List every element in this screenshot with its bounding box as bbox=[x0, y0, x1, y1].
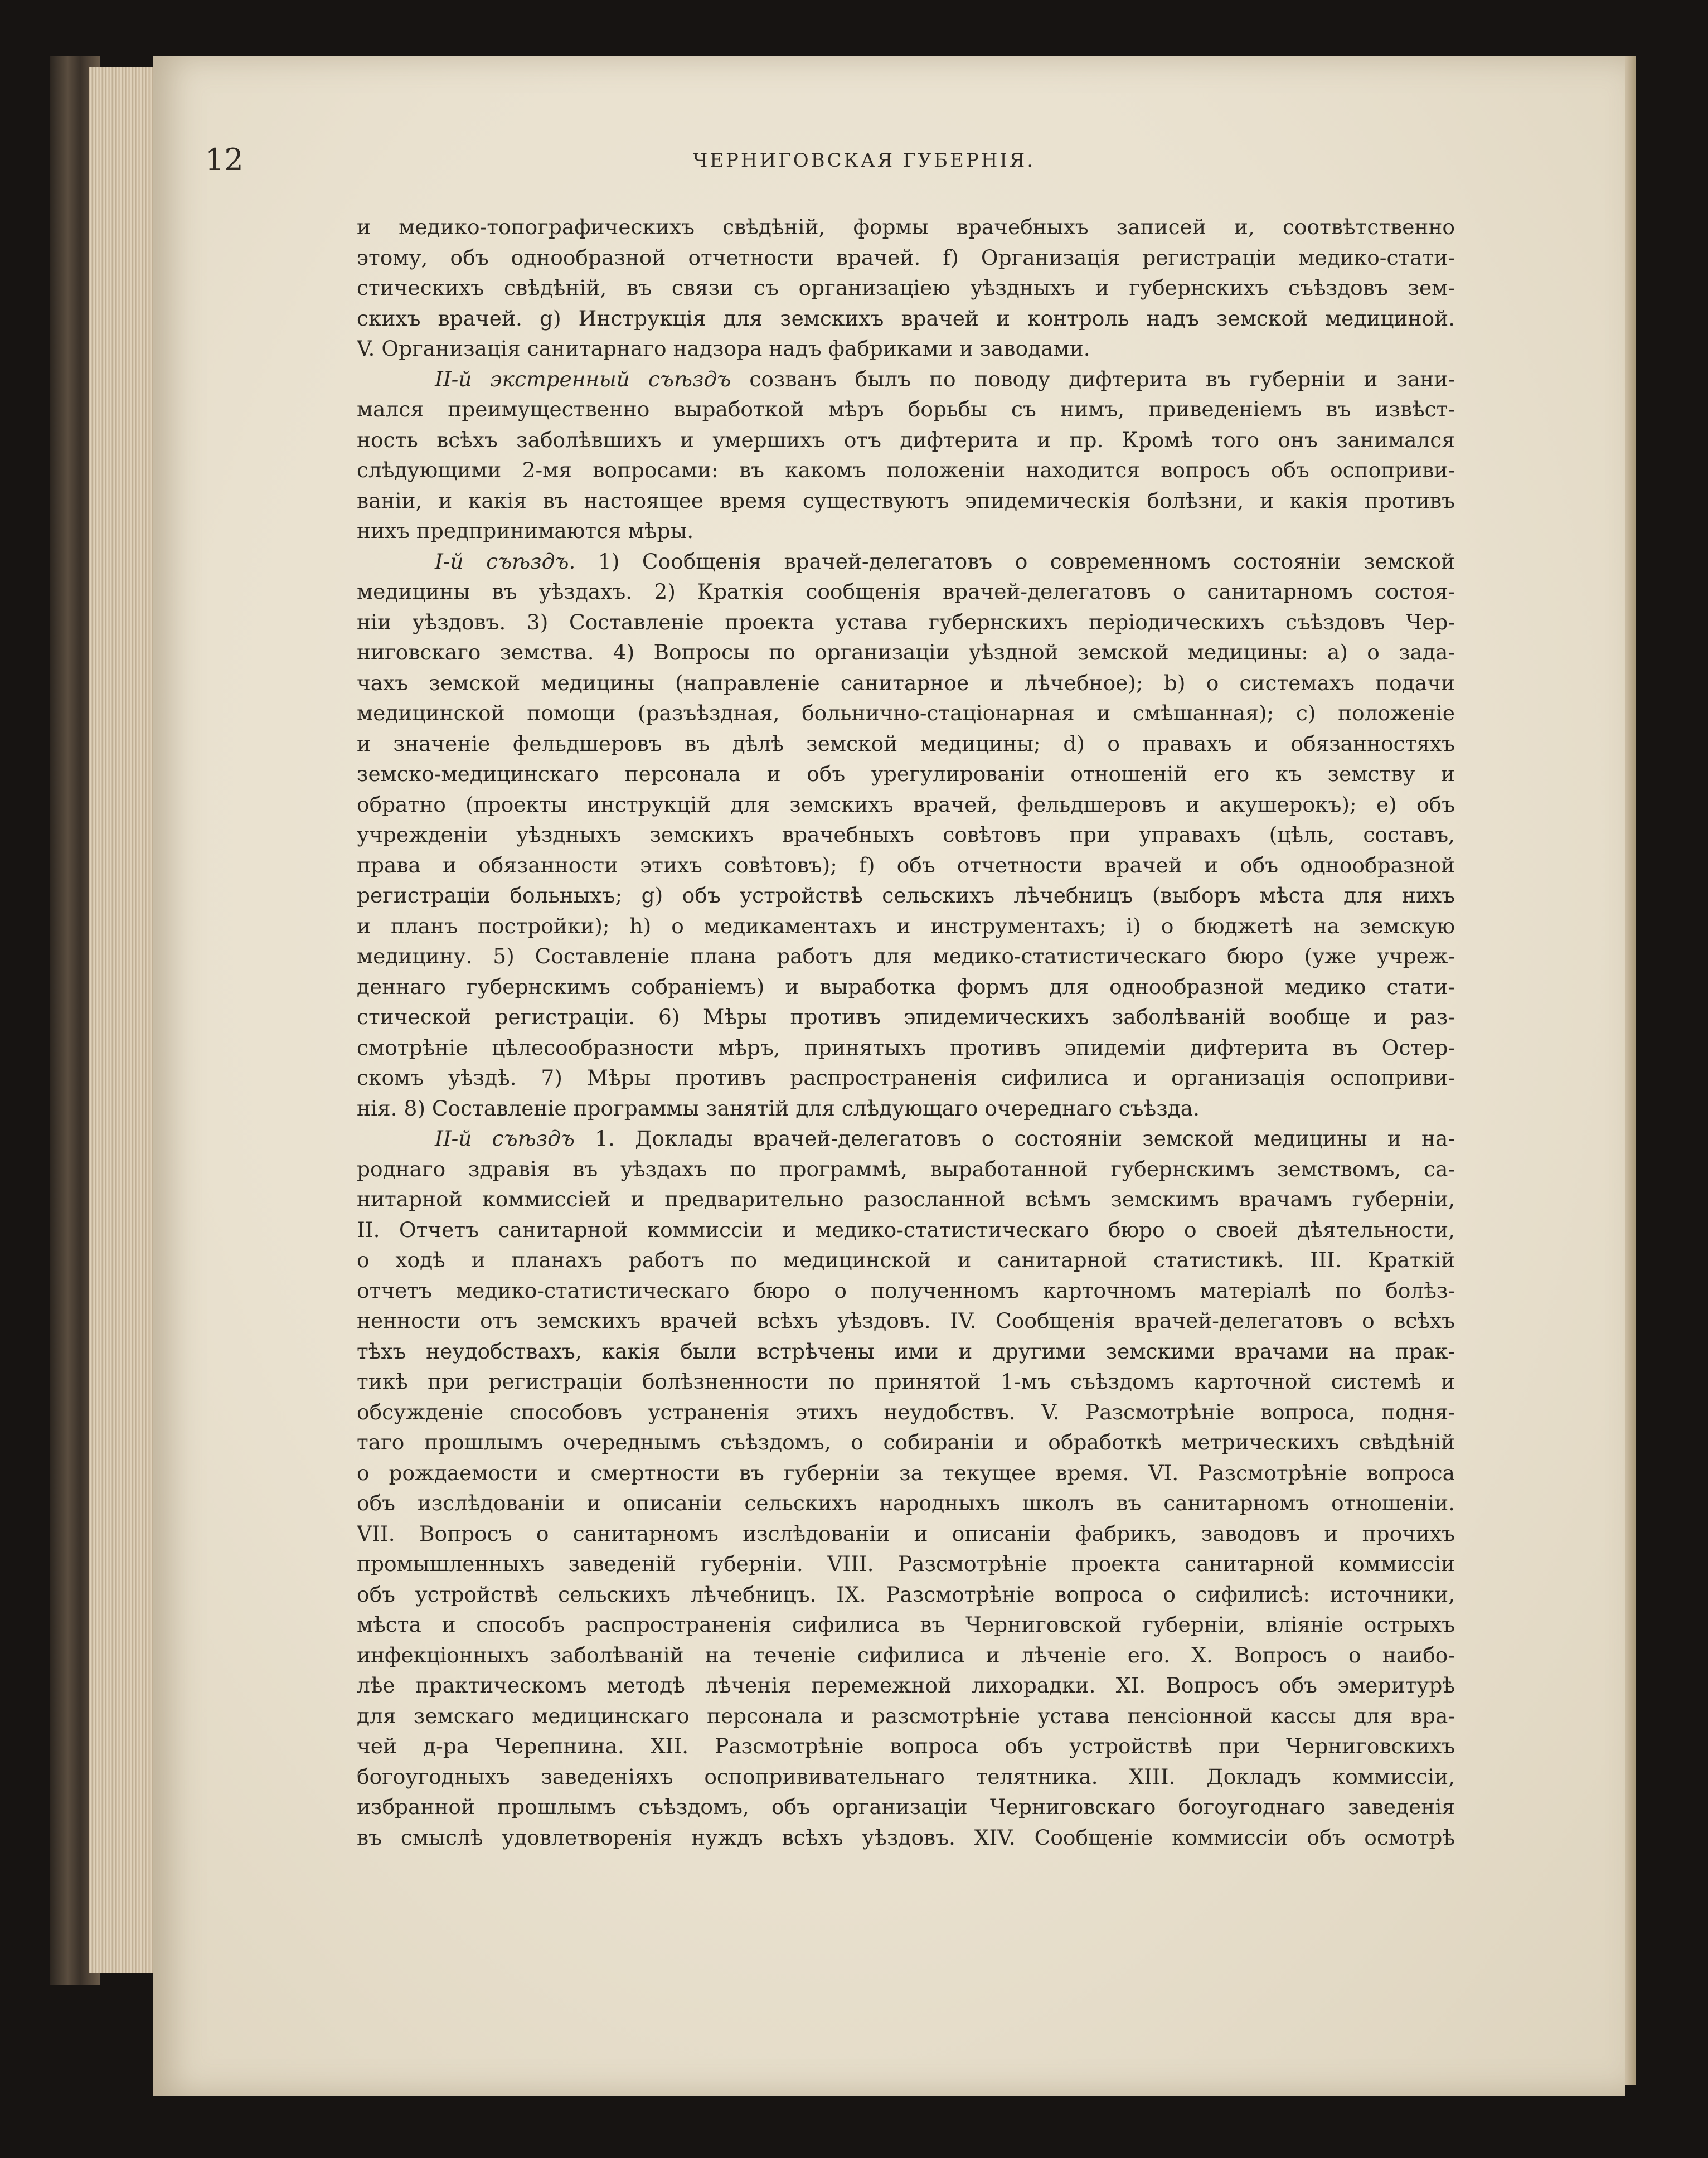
line-text: слѣдующими 2-мя вопросами: въ какомъ положеніи находится вопросъ объ оспоприви- bbox=[357, 458, 1455, 482]
right-page-edge bbox=[1625, 56, 1636, 2085]
line-text: деннаго губернскимъ собраніемъ) и выработка формъ для однообразной медико стати- bbox=[357, 974, 1455, 999]
line-text: регистраціи больныхъ; g) объ устройствѣ сельскихъ лѣчебницъ (выборъ мѣста для нихъ bbox=[357, 883, 1455, 908]
text-line bbox=[357, 1002, 1455, 1032]
page-number: 12 bbox=[205, 142, 244, 177]
line-text: медицины въ уѣздахъ. 2) Краткія сообщенія врачей-делегатовъ о санитарномъ состоя- bbox=[357, 579, 1455, 604]
text-line bbox=[357, 1609, 1455, 1640]
line-text: созванъ былъ по поводу дифтерита въ губерніи и зани- bbox=[731, 366, 1455, 391]
line-text: нитарной коммиссіей и предварительно разосланной всѣмъ земскимъ врачамъ губерніи, bbox=[357, 1187, 1455, 1211]
text-line bbox=[357, 273, 1455, 303]
text-line bbox=[357, 546, 1455, 577]
line-text: права и обязанности этихъ совѣтовъ); f) объ отчетности врачей и объ однообразной bbox=[357, 852, 1455, 877]
text-line bbox=[357, 1063, 1455, 1093]
text-line bbox=[357, 1670, 1455, 1701]
line-text: 1) Сообщенія врачей-делегатовъ о современномъ состояніи земской bbox=[575, 549, 1455, 574]
text-line bbox=[357, 1762, 1455, 1792]
text-line bbox=[357, 1488, 1455, 1519]
line-text: таго прошлымъ очереднымъ съѣздомъ, о собираніи и обработкѣ метрическихъ свѣдѣній bbox=[357, 1430, 1455, 1454]
line-text: объ устройствѣ сельскихъ лѣчебницъ. IX. Разсмотрѣніе вопроса о сифилисѣ: источники, bbox=[357, 1582, 1455, 1607]
line-text: обсужденіе способовъ устраненія этихъ неудобствъ. V. Разсмотрѣніе вопроса, подня- bbox=[357, 1399, 1455, 1424]
text-line bbox=[357, 759, 1455, 789]
line-text: медицинской помощи (разъѣздная, больнично-стаціонарная и смѣшанная); c) положеніе bbox=[357, 701, 1455, 725]
line-text: смотрѣніе цѣлесообразности мѣръ, принятыхъ противъ эпидеміи дифтерита въ Остер- bbox=[357, 1035, 1455, 1060]
line-text: II. Отчетъ санитарной коммиссіи и медико-статистическаго бюро о своей дѣятельности, bbox=[357, 1217, 1455, 1242]
text-line bbox=[357, 941, 1455, 972]
line-text: скихъ врачей. g) Инструкція для земскихъ врачей и контроль надъ земской медициной. bbox=[357, 305, 1455, 331]
text-line bbox=[357, 486, 1455, 516]
line-text: лѣе практическомъ методѣ лѣченія перемежной лихорадки. XI. Вопросъ объ эмеритурѣ bbox=[357, 1673, 1455, 1698]
text-line bbox=[357, 455, 1455, 486]
line-text: промышленныхъ заведеній губерніи. VIII. Разсмотрѣніе проекта санитарной коммиссіи bbox=[357, 1551, 1455, 1576]
line-text: V. Организація санитарнаго надзора надъ фабриками и заводами. bbox=[357, 336, 1090, 361]
line-text: земско-медицинскаго персонала и объ урегулированіи отношеній его къ земству и bbox=[357, 762, 1455, 786]
line-text: ность всѣхъ заболѣвшихъ и умершихъ отъ дифтерита и пр. Кромѣ того онъ занимался bbox=[357, 427, 1455, 452]
text-line bbox=[357, 212, 1455, 243]
text-line bbox=[357, 1427, 1455, 1458]
line-text: мѣста и способъ распространенія сифилиса въ Черниговской губерніи, вліяніе острыхъ bbox=[357, 1612, 1455, 1637]
body-text bbox=[357, 212, 1455, 1853]
text-line bbox=[357, 1032, 1455, 1063]
text-line bbox=[357, 1184, 1455, 1215]
text-line bbox=[357, 1215, 1455, 1245]
line-text: роднаго здравія въ уѣздахъ по программѣ, выработанной губернскимъ земствомъ, са- bbox=[357, 1156, 1455, 1181]
text-line bbox=[357, 1640, 1455, 1671]
text-line bbox=[357, 972, 1455, 1002]
line-text: отчетъ медико-статистическаго бюро о полученномъ карточномъ матеріалѣ по болѣз- bbox=[357, 1278, 1455, 1303]
section-lead: I-й съѣздъ. bbox=[435, 549, 576, 574]
text-line bbox=[357, 850, 1455, 881]
text-line bbox=[357, 1458, 1455, 1488]
text-line bbox=[357, 637, 1455, 668]
line-text: ваніи, и какія въ настоящее время существуютъ эпидемическія болѣзни, и какія противъ bbox=[357, 488, 1455, 513]
text-line bbox=[357, 576, 1455, 607]
line-text: обратно (проекты инструкцій для земскихъ врачей, фельдшеровъ и акушерокъ); e) объ bbox=[357, 792, 1455, 817]
text-line bbox=[357, 516, 1455, 546]
text-line bbox=[357, 1336, 1455, 1367]
text-line bbox=[357, 394, 1455, 425]
text-line bbox=[357, 1306, 1455, 1336]
line-text: объ изслѣдованіи и описаніи сельскихъ народныхъ школъ въ санитарномъ отношеніи. bbox=[357, 1491, 1455, 1515]
section-lead: II-й экстренный съѣздъ bbox=[435, 366, 731, 391]
line-text: скомъ уѣздѣ. 7) Мѣры противъ распространенія сифилиса и организація оспоприви- bbox=[357, 1065, 1455, 1090]
text-line bbox=[357, 911, 1455, 942]
text-line bbox=[357, 1549, 1455, 1579]
text-line bbox=[357, 1731, 1455, 1762]
line-text: ненности отъ земскихъ врачей всѣхъ уѣздовъ. IV. Сообщенія врачей-делегатовъ о всѣхъ bbox=[357, 1308, 1455, 1333]
line-text: инфекціонныхъ заболѣваній на теченіе сифилиса и лѣченіе его. X. Вопросъ о наибо- bbox=[357, 1642, 1455, 1667]
text-line bbox=[357, 607, 1455, 638]
text-line bbox=[357, 1154, 1455, 1185]
text-line bbox=[357, 1397, 1455, 1428]
text-line bbox=[357, 880, 1455, 911]
text-line bbox=[357, 303, 1455, 334]
line-text: въ смыслѣ удовлетворенія нуждъ всѣхъ уѣздовъ. XIV. Сообщеніе коммиссіи объ осмотрѣ bbox=[357, 1825, 1455, 1850]
running-title: ЧЕРНИГОВСКАЯ ГУБЕРНІЯ. bbox=[692, 149, 1036, 172]
text-line bbox=[357, 1123, 1455, 1154]
line-text: мался преимущественно выработкой мѣръ борьбы съ нимъ, приведеніемъ въ извѣст- bbox=[357, 397, 1455, 421]
text-line bbox=[357, 1366, 1455, 1397]
text-line bbox=[357, 1792, 1455, 1822]
text-line bbox=[357, 1245, 1455, 1276]
section-lead: II-й съѣздъ bbox=[435, 1126, 575, 1151]
text-line bbox=[357, 1276, 1455, 1306]
text-line bbox=[357, 1822, 1455, 1853]
text-line bbox=[357, 243, 1455, 273]
line-text: медицину. 5) Составленіе плана работъ для медико-статистическаго бюро (уже учреж- bbox=[357, 944, 1455, 968]
line-text: 1. Доклады врачей-делегатовъ о состояніи земской медицины и на- bbox=[574, 1126, 1455, 1151]
text-line bbox=[357, 1579, 1455, 1610]
line-text: о ходѣ и планахъ работъ по медицинской и санитарной статистикѣ. III. Краткій bbox=[357, 1248, 1455, 1272]
text-line bbox=[357, 425, 1455, 455]
line-text: этому, объ однообразной отчетности врачей. f) Организація регистраціи медико-стати- bbox=[357, 245, 1455, 270]
text-line bbox=[357, 333, 1455, 364]
line-text: ніи уѣздовъ. 3) Составленіе проекта устава губернскихъ періодическихъ съѣздовъ Чер- bbox=[357, 609, 1455, 634]
line-text: ниговскаго земства. 4) Вопросы по организаціи уѣздной земской медицины: a) о зада- bbox=[357, 640, 1455, 665]
text-line bbox=[357, 1093, 1455, 1124]
text-line bbox=[357, 789, 1455, 820]
line-text: учрежденіи уѣздныхъ земскихъ врачебныхъ совѣтовъ при управахъ (цѣль, составъ, bbox=[357, 822, 1455, 847]
line-text: тѣхъ неудобствахъ, какія были встрѣчены ими и другими земскими врачами на прак- bbox=[357, 1339, 1455, 1364]
line-text: чахъ земской медицины (направленіе санитарное и лѣчебное); b) о системахъ подачи bbox=[357, 670, 1455, 695]
line-text: стической регистраціи. 6) Мѣры противъ эпидемическихъ заболѣваній вообще и раз- bbox=[357, 1005, 1455, 1029]
line-text: о рождаемости и смертности въ губерніи за текущее время. VI. Разсмотрѣніе вопроса bbox=[357, 1460, 1455, 1485]
line-text: и значеніе фельдшеровъ въ дѣлѣ земской медицины; d) о правахъ и обязанностяхъ bbox=[357, 731, 1455, 756]
text-line bbox=[357, 1519, 1455, 1549]
line-text: нихъ предпринимаются мѣры. bbox=[357, 518, 694, 543]
text-line bbox=[357, 698, 1455, 729]
line-text: и медико-топографическихъ свѣдѣній, формы врачебныхъ записей и, соотвѣтственно bbox=[357, 215, 1455, 239]
previous-pages-edge bbox=[89, 67, 162, 1973]
text-line bbox=[357, 1701, 1455, 1732]
line-text: тикѣ при регистраціи болѣзненности по принятой 1-мъ съѣздомъ карточной системѣ и bbox=[357, 1369, 1455, 1394]
text-line bbox=[357, 364, 1455, 395]
line-text: VII. Вопросъ о санитарномъ изслѣдованіи и описаніи фабрикъ, заводовъ и прочихъ bbox=[357, 1521, 1455, 1546]
line-text: стическихъ свѣдѣній, въ связи съ организаціею уѣздныхъ и губернскихъ съѣздовъ зем- bbox=[357, 275, 1455, 300]
line-text: для земскаго медицинскаго персонала и разсмотрѣніе устава пенсіонной кассы для вра- bbox=[357, 1703, 1455, 1728]
line-text: чей д-ра Черепнина. XII. Разсмотрѣніе вопроса объ устройствѣ при Черниговскихъ bbox=[357, 1734, 1455, 1758]
line-text: избранной прошлымъ съѣздомъ, объ организаціи Черниговскаго богоугоднаго заведенія bbox=[357, 1795, 1455, 1819]
text-line bbox=[357, 668, 1455, 699]
text-line bbox=[357, 819, 1455, 850]
line-text: богоугодныхъ заведеніяхъ оспопрививательнаго телятника. XIII. Докладъ коммиссіи, bbox=[357, 1764, 1455, 1789]
text-line bbox=[357, 729, 1455, 759]
line-text: и планъ постройки); h) о медикаментахъ и инструментахъ; i) о бюджетѣ на земскую bbox=[357, 913, 1455, 938]
line-text: нія. 8) Составленіе программы занятій для слѣдующаго очереднаго съѣзда. bbox=[357, 1095, 1200, 1121]
